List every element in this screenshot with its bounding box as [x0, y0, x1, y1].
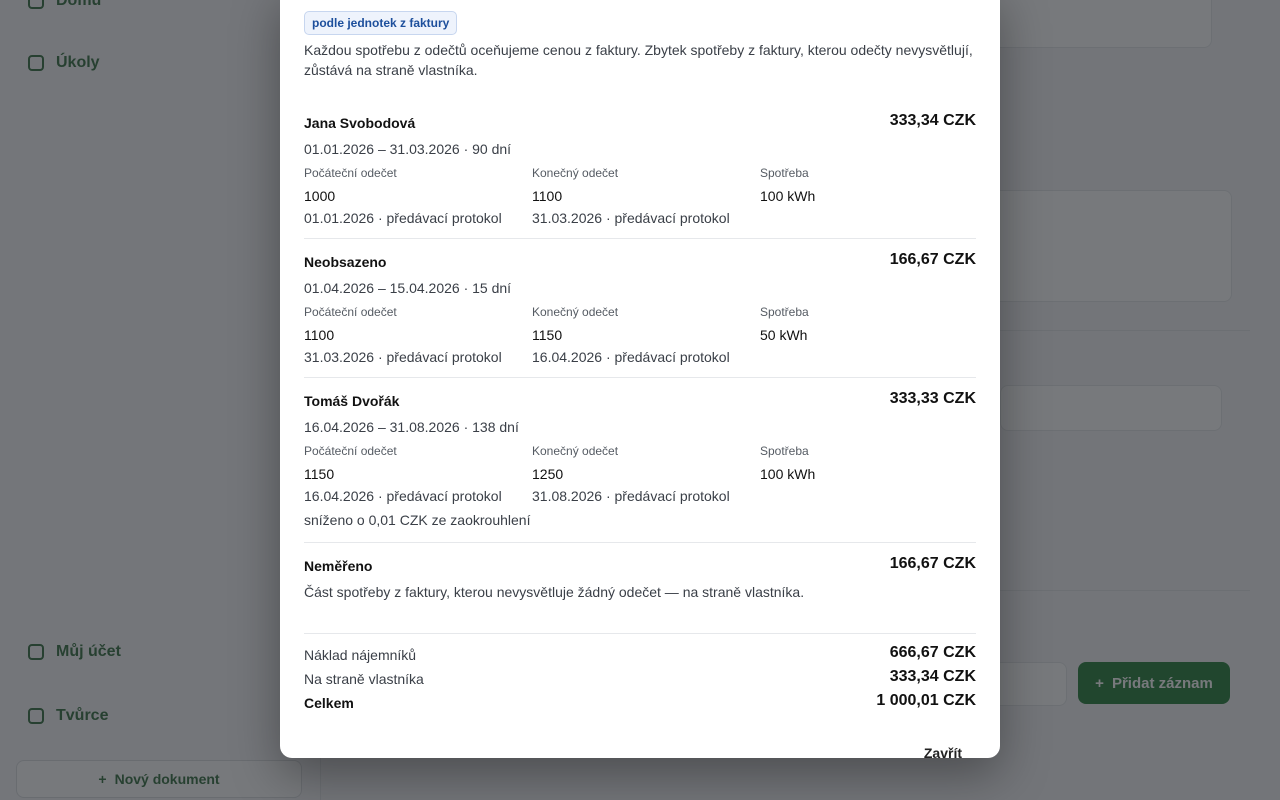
period-name: Neobsazeno [304, 254, 387, 270]
summary-label: Na straně vlastníka [304, 671, 424, 687]
period-dates: 16.04.2026 – 31.08.2026 · 138 dní [304, 419, 519, 435]
usage-value: 100 kWh [760, 466, 816, 482]
unmetered-description: Část spotřeby z faktury, kterou nevysvětluje žádný odečet — na straně vlastníka. [304, 584, 805, 600]
start-reading-label: Počáteční odečet [304, 444, 397, 458]
usage-value: 50 kWh [760, 327, 808, 343]
usage-label: Spotřeba [760, 444, 809, 458]
end-reading-label: Konečný odečet [532, 305, 619, 319]
period-dates: 01.04.2026 – 15.04.2026 · 15 dní [304, 280, 512, 296]
summary-owner [304, 668, 976, 690]
end-reading [532, 166, 752, 227]
end-reading-value: 1150 [532, 327, 563, 343]
start-reading-label: Počáteční odečet [304, 166, 397, 180]
summary-value: 1 000,01 CZK [876, 692, 976, 709]
divider [304, 238, 976, 239]
start-reading [304, 305, 524, 366]
summary-value: 666,67 CZK [889, 644, 976, 661]
end-reading-label: Konečný odečet [532, 166, 619, 180]
usage [760, 166, 980, 205]
end-reading [532, 305, 752, 366]
start-reading-meta: 01.01.2026 · předávací protokol [304, 210, 502, 226]
period-name: Jana Svobodová [304, 115, 416, 131]
start-reading-value: 1100 [304, 327, 335, 343]
start-reading-value: 1000 [304, 188, 336, 204]
period-amount: 333,34 CZK [889, 112, 976, 129]
usage-label: Spotřeba [760, 166, 809, 180]
dialog-description: Každou spotřebu z odečtů oceňujeme cenou z faktury. Zbytek spotřeby z faktury, kterou odečty nevysvětlují, zůstává na straně vlastníka. [304, 42, 973, 78]
start-reading-label: Počáteční odečet [304, 305, 397, 319]
cost-split-dialog [280, 0, 1000, 761]
usage [760, 444, 980, 483]
start-reading [304, 166, 524, 227]
rounding-note: sníženo o 0,01 CZK ze zaokrouhlení [304, 512, 531, 528]
summary-label: Celkem [304, 695, 354, 711]
period-name: Neměřeno [304, 558, 373, 574]
divider [304, 377, 976, 378]
usage-value: 100 kWh [760, 188, 816, 204]
end-reading-label: Konečný odečet [532, 444, 619, 458]
divider [304, 542, 976, 543]
start-reading [304, 444, 524, 505]
start-reading-meta: 31.03.2026 · předávací protokol [304, 349, 502, 365]
period-amount: 166,67 CZK [889, 251, 976, 268]
period-amount: 333,33 CZK [889, 390, 976, 407]
usage [760, 305, 980, 344]
summary-value: 333,34 CZK [889, 668, 976, 685]
end-reading-meta: 31.08.2026 · předávací protokol [532, 488, 730, 504]
method-badge: podle jednotek z faktury [304, 11, 457, 35]
period-name: Tomáš Dvořák [304, 393, 400, 409]
period-amount: 166,67 CZK [889, 555, 976, 572]
summary-total [304, 692, 976, 714]
usage-label: Spotřeba [760, 305, 809, 319]
end-reading [532, 444, 752, 505]
start-reading-meta: 16.04.2026 · předávací protokol [304, 488, 502, 504]
close-button[interactable]: Zavřít [923, 745, 962, 761]
summary-tenants [304, 644, 976, 666]
end-reading-meta: 16.04.2026 · předávací protokol [532, 349, 730, 365]
end-reading-meta: 31.03.2026 · předávací protokol [532, 210, 730, 226]
start-reading-value: 1150 [304, 466, 335, 482]
end-reading-value: 1100 [532, 188, 563, 204]
end-reading-value: 1250 [532, 466, 564, 482]
period-dates: 01.01.2026 – 31.03.2026 · 90 dní [304, 141, 512, 157]
divider [304, 633, 976, 634]
summary-label: Náklad nájemníků [304, 647, 417, 663]
